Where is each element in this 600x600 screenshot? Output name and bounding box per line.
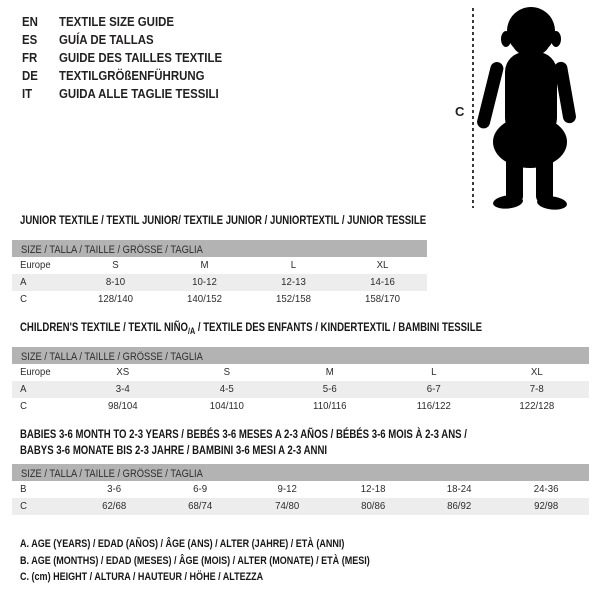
language-label: GUÍA DE TALLAS [58, 32, 154, 47]
size-cell: 158/170 [365, 293, 400, 305]
row-label: Europe [20, 259, 51, 271]
babies-textile-title [20, 426, 467, 458]
size-cell: 24-36 [533, 483, 559, 495]
size-cell: 80/86 [361, 500, 386, 512]
language-code: IT [22, 86, 33, 101]
size-cell: 3-4 [115, 383, 130, 395]
size-cell: 116/122 [416, 400, 451, 412]
language-code: ES [22, 32, 38, 47]
table-title-text: / TEXTILE DES ENFANTS / KINDERTEXTIL / BAMBINI TESSILE [195, 320, 482, 334]
size-cell: XL [376, 259, 389, 271]
table-title-line: BABIES 3-6 MONTH TO 2-3 YEARS / BEBÉS 3-6 MESES A 2-3 AÑOS / BÉBÉS 3-6 MOIS À 2-3 ANS / [20, 427, 467, 441]
size-table-row [12, 274, 427, 291]
size-table-row [12, 398, 589, 415]
size-table-header [12, 347, 589, 364]
size-cell: XS [116, 366, 130, 378]
height-measure-line [472, 8, 474, 208]
size-table-row [12, 364, 589, 381]
language-list [22, 13, 249, 103]
size-table-row [12, 498, 589, 515]
size-cell: S [112, 259, 119, 271]
size-cell: 110/116 [313, 400, 347, 412]
size-table-row [12, 291, 427, 308]
size-cell: 8-10 [105, 276, 126, 288]
size-cell: 122/128 [519, 400, 555, 412]
size-cell: 98/104 [108, 400, 138, 412]
size-cell: 10-12 [192, 276, 217, 288]
size-cell: XL [531, 366, 544, 378]
footnotes [20, 536, 447, 586]
size-cell: 92/98 [533, 500, 558, 512]
size-table-header-label: SIZE / TALLA / TAILLE / GRÖSSE / TAGLIA [21, 244, 203, 256]
table-title-text: CHILDREN'S TEXTILE / TEXTIL NIÑO [20, 320, 188, 334]
size-cell: 128/140 [98, 293, 133, 305]
language-code: FR [22, 50, 38, 65]
language-row [22, 31, 222, 49]
children-size-table [12, 347, 589, 415]
language-row [22, 49, 222, 67]
size-table-header-label: SIZE / TALLA / TAILLE / GRÖSSE / TAGLIA [21, 468, 203, 480]
language-label: GUIDE DES TAILLES TEXTILE [58, 50, 223, 65]
size-cell: 9-12 [277, 483, 297, 495]
row-label: Europe [20, 366, 51, 378]
junior-textile-title [20, 212, 426, 228]
table-title-line: BABYS 3-6 MONATE BIS 2-3 JAHRE / BAMBINI 3-6 MESI A 2-3 ANNI [20, 443, 328, 457]
size-cell: 6-7 [426, 383, 441, 395]
babies-size-table [12, 464, 589, 515]
junior-size-table [12, 240, 427, 308]
size-cell: 62/68 [102, 500, 127, 512]
size-cell: 74/80 [274, 500, 299, 512]
size-cell: 68/74 [188, 500, 213, 512]
size-table-header [12, 240, 427, 257]
row-label: C [20, 293, 27, 305]
size-cell: 12-18 [360, 483, 386, 495]
row-label: C [20, 500, 27, 512]
language-label: TEXTILGRÖßENFÜHRUNG [58, 68, 205, 83]
height-measure-label: C [455, 104, 465, 119]
size-cell: L [290, 259, 297, 271]
size-cell: 4-5 [219, 383, 234, 395]
size-table-header-label: SIZE / TALLA / TAILLE / GRÖSSE / TAGLIA [21, 351, 203, 363]
size-cell: 86/92 [447, 500, 472, 512]
language-row [22, 13, 222, 31]
size-cell: 7-8 [530, 383, 545, 395]
size-cell: M [325, 366, 335, 378]
row-label: A [20, 383, 27, 395]
size-cell: 5-6 [322, 383, 337, 395]
language-label: GUIDA ALLE TAGLIE TESSILI [58, 86, 219, 101]
baby-silhouette-icon [477, 6, 581, 210]
language-row [22, 85, 222, 103]
size-table-header [12, 464, 589, 481]
table-title-subscript: /A [187, 326, 196, 336]
size-cell: 152/158 [276, 293, 311, 305]
size-cell: L [430, 366, 437, 378]
size-table-row [12, 381, 589, 398]
size-cell: S [223, 366, 230, 378]
size-cell: 6-9 [193, 483, 208, 495]
row-label: A [20, 276, 27, 288]
size-cell: 3-6 [107, 483, 122, 495]
language-code: DE [22, 68, 38, 83]
size-cell: 14-16 [370, 276, 395, 288]
children-textile-title [20, 319, 482, 339]
language-label: TEXTILE SIZE GUIDE [58, 14, 175, 29]
footnote-line: C. (cm) HEIGHT / ALTURA / HAUTEUR / HÖHE / ALTEZZA [20, 571, 264, 583]
size-cell: M [200, 259, 209, 271]
table-title-line: JUNIOR TEXTILE / TEXTIL JUNIOR/ TEXTILE JUNIOR / JUNIORTEXTIL / JUNIOR TESSILE [20, 213, 427, 227]
row-label: C [20, 400, 27, 412]
footnote-line: A. AGE (YEARS) / EDAD (AÑOS) / ÂGE (ANS) / ALTER (JAHRE) / ETÀ (ANNI) [20, 538, 345, 550]
size-table-row [12, 257, 427, 274]
language-row [22, 67, 222, 85]
size-cell: 12-13 [281, 276, 306, 288]
footnote-line: B. AGE (MONTHS) / EDAD (MESES) / ÂGE (MOIS) / ALTER (MONATE) / ETÀ (MESI) [20, 554, 370, 567]
size-cell: 104/110 [209, 400, 244, 412]
size-table-row [12, 481, 589, 498]
row-label: B [20, 483, 27, 495]
size-cell: 18-24 [447, 483, 472, 495]
size-cell: 140/152 [187, 293, 222, 305]
language-code: EN [22, 14, 38, 29]
